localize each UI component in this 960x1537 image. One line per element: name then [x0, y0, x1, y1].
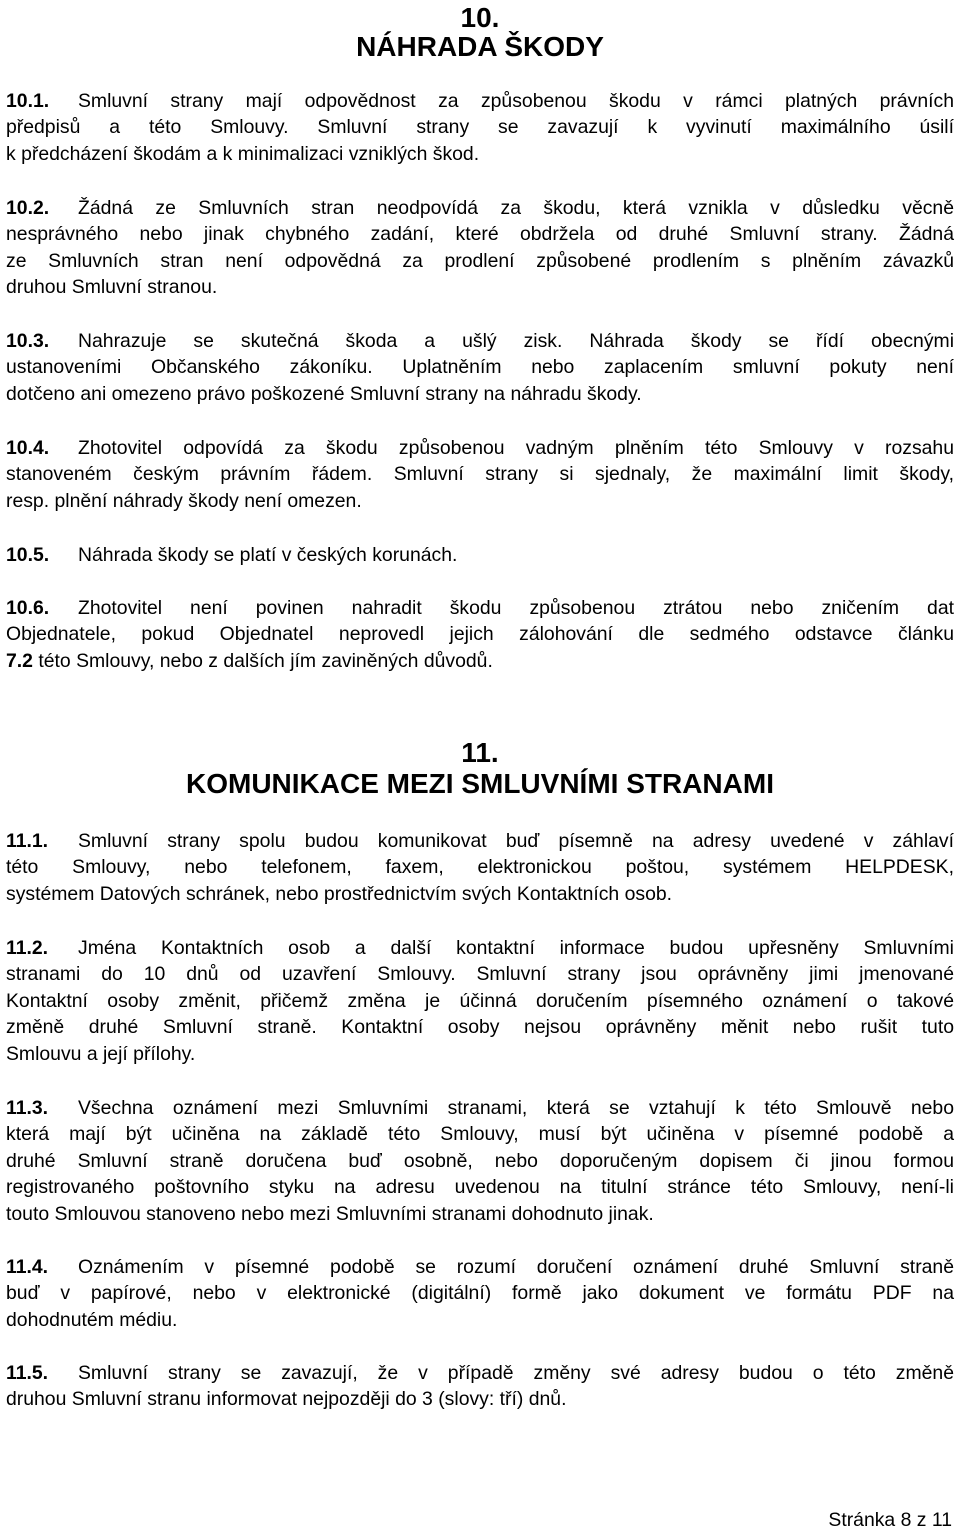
clause-line: touto Smlouvou stanoveno nebo mezi Smluvními stranami dohodnuto jinak. [6, 1202, 654, 1225]
clause-line: která mají být učiněna na základě této Smlouvy, musí být učiněna v písemné podobě a [6, 1123, 954, 1146]
section-reference: 7.2 [6, 649, 33, 672]
clause-number: 10.1. [6, 90, 50, 112]
clause-number: 10.6. [6, 597, 50, 619]
clause-line: 10.5. Náhrada škody se platí v českých korunách. [6, 542, 954, 568]
clause-10-3 [6, 328, 954, 407]
clause-number: 11.5. [6, 1362, 49, 1384]
clause-line: předpisů a této Smlouvy. Smluvní strany se zavazují k vyvinutí maximálního úsilí [6, 116, 954, 139]
clause-10-4 [6, 435, 954, 514]
section-heading-number: 11. [461, 737, 499, 768]
clause-line: ze Smluvních stran není odpovědná za prodlení způsobené prodlením s plněním závazků [6, 249, 954, 272]
clause-line: 11.5. Smluvní strany se zavazují, že v případě změny své adresy budou o této změně [6, 1360, 954, 1386]
clause-line: druhou Smluvní stranou. [6, 276, 218, 299]
clause-line: buď v papírové, nebo v elektronické (digitální) formě jako dokument ve formátu PDF na [6, 1282, 954, 1305]
clause-line: 11.3. Všechna oznámení mezi Smluvními stranami, která se vztahují k této Smlouvě nebo [6, 1095, 954, 1121]
section-heading-title: NÁHRADA ŠKODY [356, 31, 604, 62]
clause-line: Kontaktní osoby změnit, přičemž změna je účinná doručením písemného oznámení o takové [6, 989, 954, 1012]
clause-number: 10.5. [6, 544, 50, 566]
clause-number: 11.3. [6, 1097, 49, 1119]
clause-line: druhé Smluvní straně doručena buď osobně, nebo doporučeným dopisem či jinou formou [6, 1149, 954, 1172]
clause-line: resp. plnění náhrady škody není omezen. [6, 489, 362, 512]
page-number-footer: Stránka 8 z 11 [828, 1509, 952, 1531]
clause-10-1 [6, 88, 954, 167]
clause-11-4 [6, 1254, 954, 1333]
section-heading-number: 10. [460, 2, 500, 33]
clause-number: 11.2. [6, 937, 49, 959]
clause-line: systémem Datových schránek, nebo prostřednictvím svých Kontaktních osob. [6, 882, 673, 905]
clause-line: druhou Smluvní stranu informovat nejpozději do 3 (slovy: tří) dnů. [6, 1388, 567, 1411]
clause-line: ustanoveními Občanského zákoníku. Uplatněním nebo zaplacením smluvní pokuty není [6, 356, 954, 379]
section-heading-title: KOMUNIKACE MEZI SMLUVNÍMI STRANAMI [186, 768, 774, 799]
clause-line: 10.2. Žádná ze Smluvních stran neodpovídá za škodu, která vznikla v důsledku věcně [6, 195, 954, 221]
clause-line: změně druhé Smluvní straně. Kontaktní osoby nejsou oprávněny měnit nebo rušit tuto [6, 1016, 954, 1039]
clause-line: 10.6. Zhotovitel není povinen nahradit škodu způsobenou ztrátou nebo zničením dat [6, 595, 954, 621]
clause-line: 11.1. Smluvní strany spolu budou komunikovat buď písemně na adresy uvedené v záhlaví [6, 828, 954, 854]
clause-line: dotčeno ani omezeno právo poškozené Smluvní strany na náhradu škody. [6, 382, 642, 405]
clause-number: 11.1. [6, 830, 49, 852]
clause-10-2 [6, 195, 954, 301]
clause-line: Objednatele, pokud Objednatel neprovedl jejich zálohování dle sedmého odstavce článku [6, 623, 954, 646]
clause-line: nesprávného nebo jinak chybného zadání, které obdržela od druhé Smluvní strany. Žádná [6, 223, 954, 246]
clause-11-2 [6, 935, 954, 1067]
clause-line: 10.4. Zhotovitel odpovídá za škodu způsobenou vadným plněním této Smlouvy v rozsahu [6, 435, 954, 461]
clause-number: 10.4. [6, 437, 50, 459]
clause-line: 10.1. Smluvní strany mají odpovědnost za způsobenou škodu v rámci platných právních [6, 88, 954, 114]
clause-10-5 [6, 542, 954, 568]
clause-line: 11.2. Jména Kontaktních osob a další kontaktní informace budou upřesněny Smluvními [6, 935, 954, 961]
clause-number: 11.4. [6, 1256, 49, 1278]
clause-line: Smlouvu a její přílohy. [6, 1042, 196, 1065]
clause-line: 10.3. Nahrazuje se skutečná škoda a ušlý zisk. Náhrada škody se řídí obecnými [6, 328, 954, 354]
clause-line: k předcházení škodám a k minimalizaci vzniklých škod. [6, 142, 480, 165]
clause-10-6 [6, 595, 954, 674]
clause-line: této Smlouvy, nebo telefonem, faxem, elektronickou poštou, systémem HELPDESK, [6, 856, 954, 879]
clause-line: dohodnutém médiu. [6, 1308, 178, 1331]
clause-11-1 [6, 828, 954, 907]
clause-11-3 [6, 1095, 954, 1227]
clause-line: stanoveném českým právním řádem. Smluvní strany si sjednaly, že maximální limit škody, [6, 463, 954, 486]
clause-line: 7.2 této Smlouvy, nebo z dalších jím zaviněných důvodů. [6, 649, 493, 672]
clause-11-5 [6, 1360, 954, 1413]
clause-line: 11.4. Oznámením v písemné podobě se rozumí doručení oznámení druhé Smluvní straně [6, 1254, 954, 1280]
clause-line: registrovaného poštovního styku na adresu uvedenou na titulní stránce této Smlouvy, není-li [6, 1176, 954, 1199]
clause-number: 10.2. [6, 197, 50, 219]
clause-line: stranami do 10 dnů od uzavření Smlouvy. Smluvní strany jsou oprávněny jimi jmenované [6, 963, 954, 986]
clause-number: 10.3. [6, 330, 50, 352]
